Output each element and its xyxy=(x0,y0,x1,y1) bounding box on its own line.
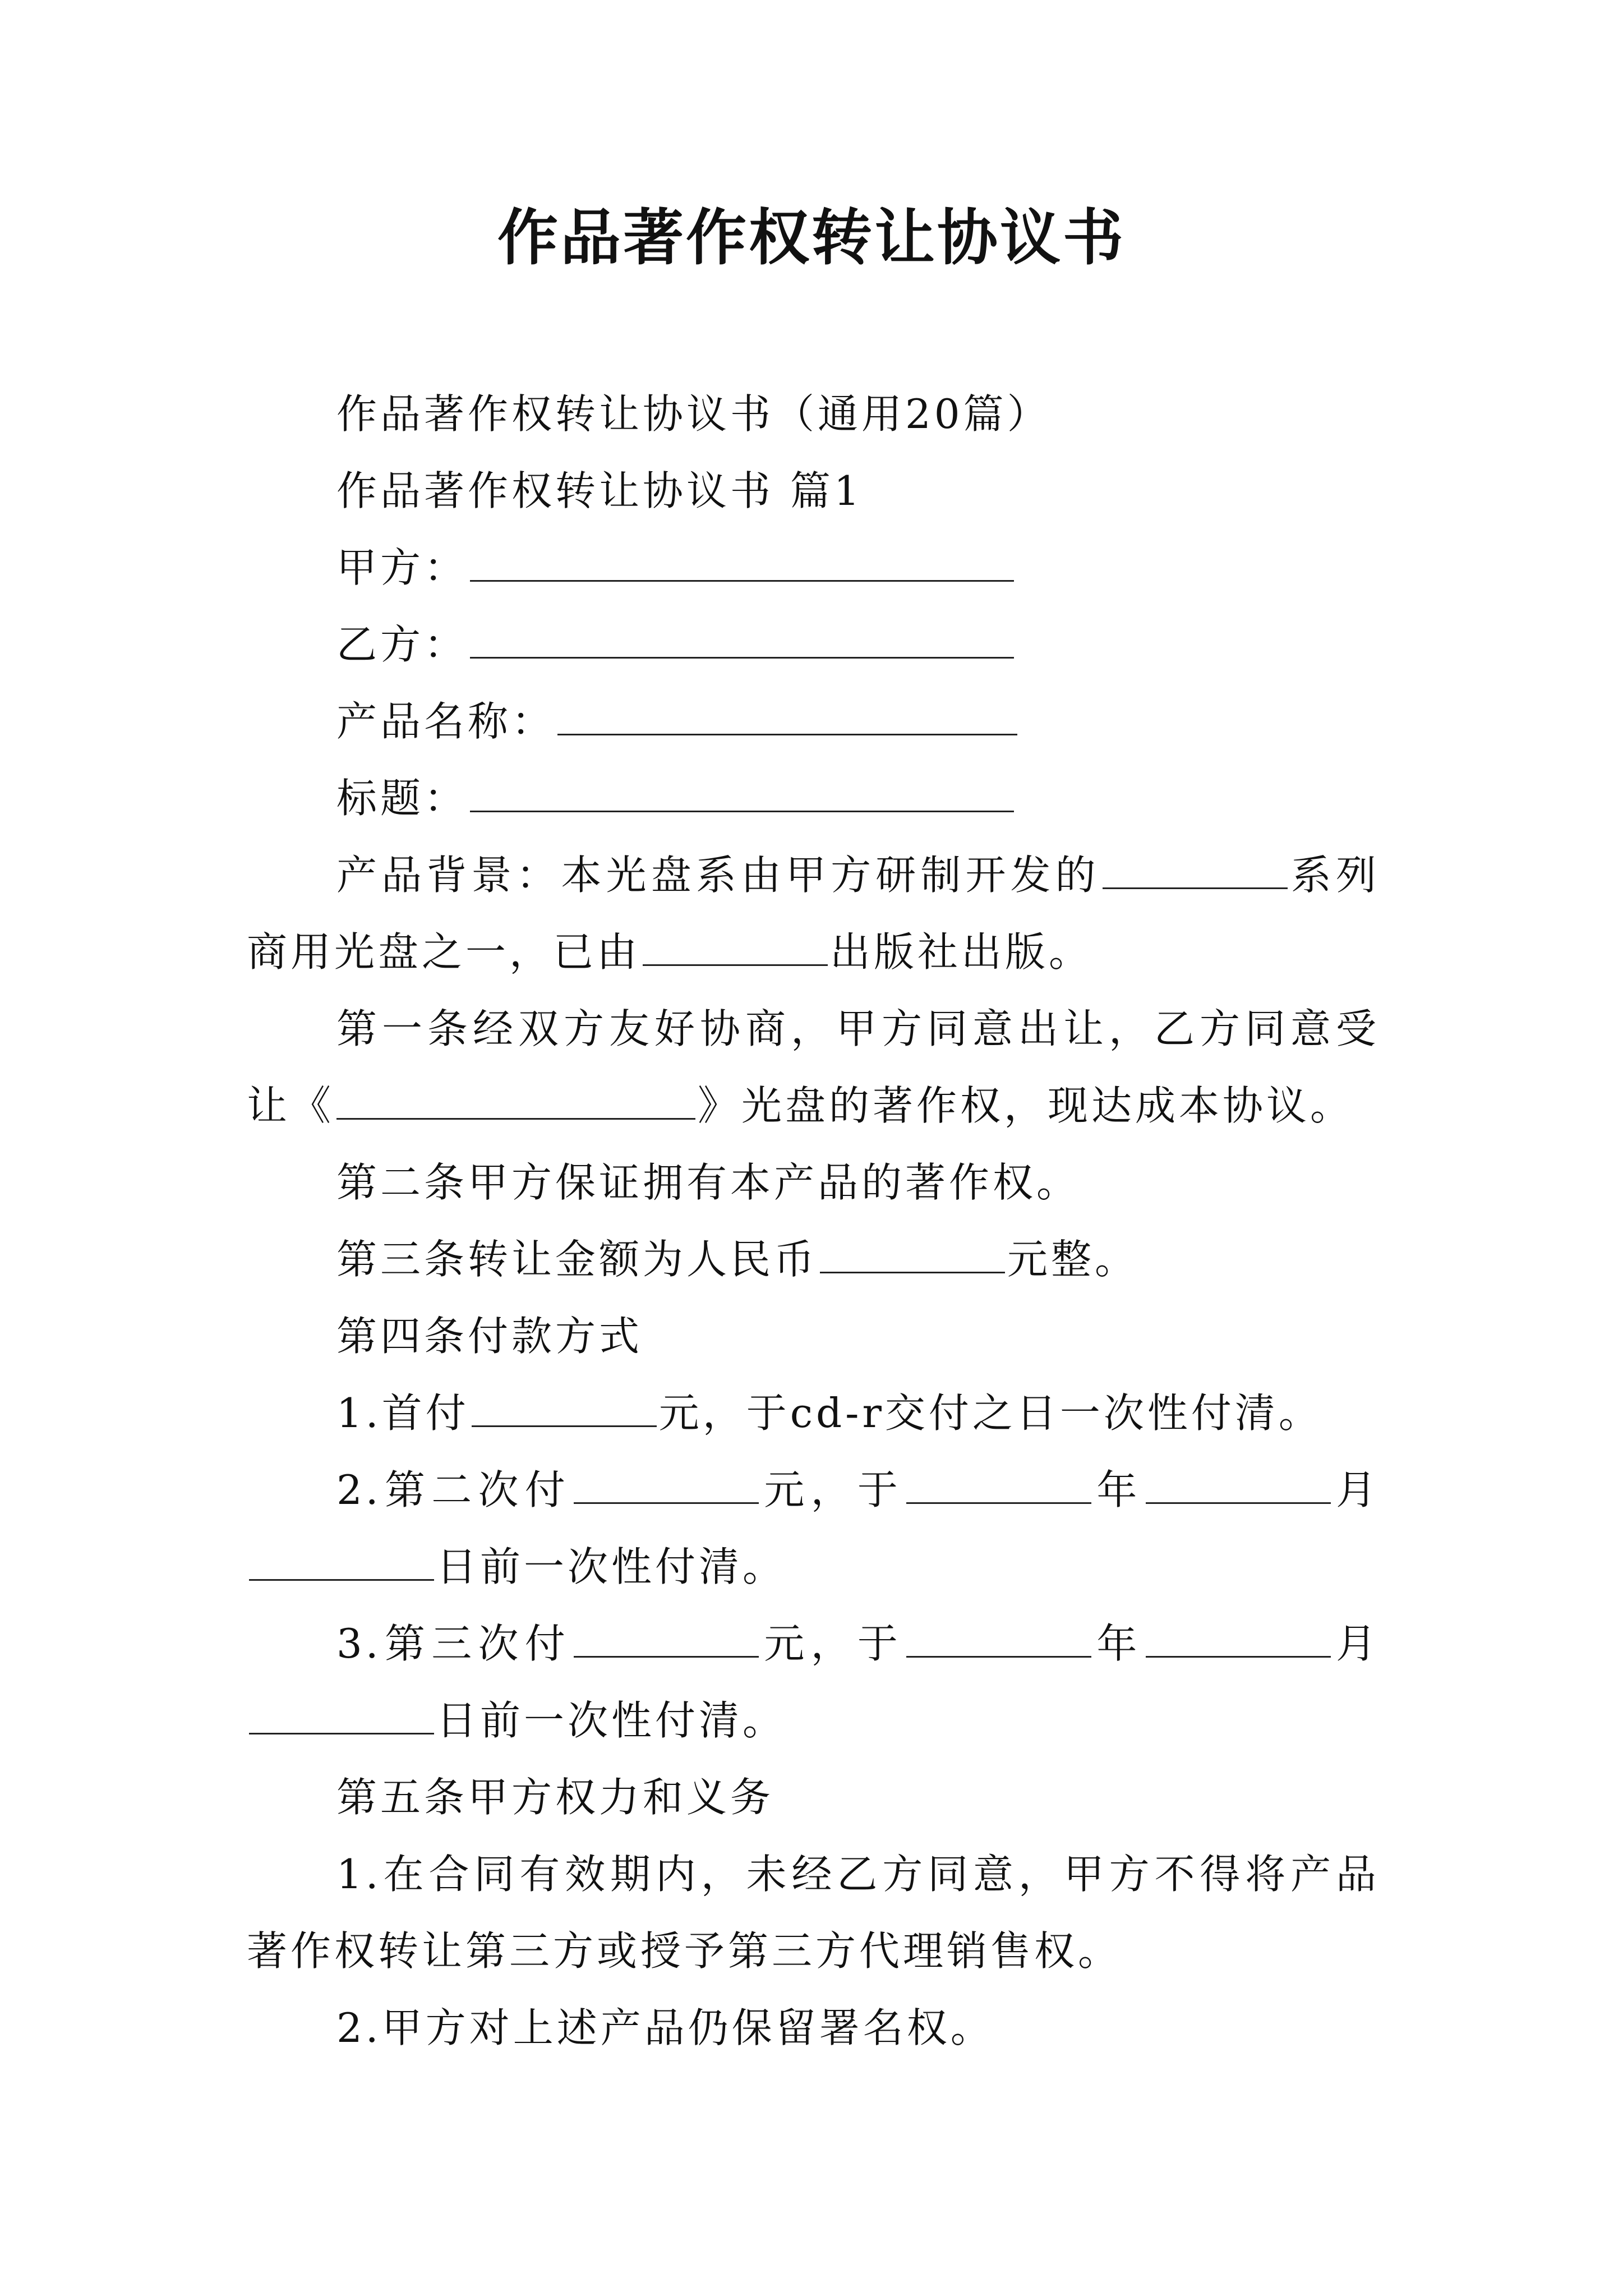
article-1-text-2: 》光盘的著作权，现达成本协议。 xyxy=(698,1082,1354,1129)
party-b-blank xyxy=(470,624,1014,659)
article-1-text-1: 第一条经双方友好协商，甲方同意出让，乙方同意受让《 xyxy=(247,1005,1380,1129)
section-heading: 作品著作权转让协议书 篇1 xyxy=(336,467,863,514)
payment-1-text-2: 元，于cd-r交付之日一次性付清。 xyxy=(658,1389,1322,1437)
payment-2-month-blank xyxy=(1146,1470,1331,1504)
duty-2: 2.甲方对上述产品仍保留署名权。 xyxy=(336,2004,994,2051)
article-3-text-2: 元整。 xyxy=(1007,1236,1139,1283)
product-name-label: 产品名称： xyxy=(336,698,556,745)
product-name-blank xyxy=(557,701,1017,735)
payment-2 xyxy=(247,1452,1380,1605)
payment-2-day-blank xyxy=(249,1547,434,1581)
document-subtitle: 作品著作权转让协议书（通用20篇） xyxy=(336,390,1051,438)
article-1 xyxy=(247,991,1380,1144)
payment-3-yuan-yu: 元，于 xyxy=(761,1620,905,1667)
article-5: 第五条甲方权力和义务 xyxy=(336,1774,774,1821)
amount-blank xyxy=(820,1239,1005,1273)
payment-1-amount-blank xyxy=(472,1393,657,1427)
payment-3-day-blank xyxy=(249,1700,434,1734)
heading-blank xyxy=(470,778,1014,812)
article-2: 第二条甲方保证拥有本产品的著作权。 xyxy=(336,1159,1081,1206)
duty-1: 1.在合同有效期内，未经乙方同意，甲方不得将产品著作权转让第三方或授予第三方代理销售权。 xyxy=(247,1851,1380,1975)
background-text-2: 系列商用光盘之一，已由 xyxy=(247,852,1380,976)
payment-2-year: 年 xyxy=(1094,1466,1144,1513)
party-b-label: 乙方： xyxy=(336,621,468,668)
heading-label: 标题： xyxy=(336,775,468,822)
payment-3 xyxy=(247,1605,1380,1759)
payment-3-amount-blank xyxy=(574,1623,759,1658)
payment-2-year-blank xyxy=(906,1470,1091,1504)
payment-3-month-blank xyxy=(1146,1623,1331,1658)
payment-2-day-clear: 日前一次性付清。 xyxy=(436,1543,787,1590)
payment-3-day-clear: 日前一次性付清。 xyxy=(436,1697,787,1744)
disc-title-blank xyxy=(336,1085,695,1120)
publisher-blank xyxy=(643,932,828,966)
party-a-label: 甲方： xyxy=(336,544,468,591)
payment-2-month: 月 xyxy=(1332,1466,1380,1513)
article-4: 第四条付款方式 xyxy=(336,1313,643,1360)
payment-2-amount-blank xyxy=(574,1470,759,1504)
party-a-blank xyxy=(470,547,1014,582)
product-background xyxy=(247,837,1380,991)
series-blank xyxy=(1103,855,1288,889)
article-3 xyxy=(247,1221,1380,1298)
party-a-line xyxy=(247,530,1380,606)
document-body xyxy=(247,376,1380,2067)
payment-2-text: 2.第二次付 xyxy=(336,1466,572,1513)
payment-1 xyxy=(247,1375,1380,1452)
heading-line xyxy=(247,760,1380,837)
article-3-text-1: 第三条转让金额为人民币 xyxy=(336,1236,818,1283)
document-title: 作品著作权转让协议书 xyxy=(497,203,1126,273)
payment-3-year: 年 xyxy=(1094,1620,1144,1667)
payment-3-month: 月 xyxy=(1332,1620,1380,1667)
payment-1-text-1: 1.首付 xyxy=(336,1389,469,1437)
background-text-3: 出版社出版。 xyxy=(830,928,1093,976)
payment-3-year-blank xyxy=(906,1623,1091,1658)
payment-3-text: 3.第三次付 xyxy=(336,1620,572,1667)
party-b-line xyxy=(247,606,1380,683)
background-text-1: 产品背景：本光盘系由甲方研制开发的 xyxy=(336,852,1100,899)
product-name-line xyxy=(247,683,1380,760)
payment-2-yuan-yu: 元，于 xyxy=(761,1466,905,1513)
